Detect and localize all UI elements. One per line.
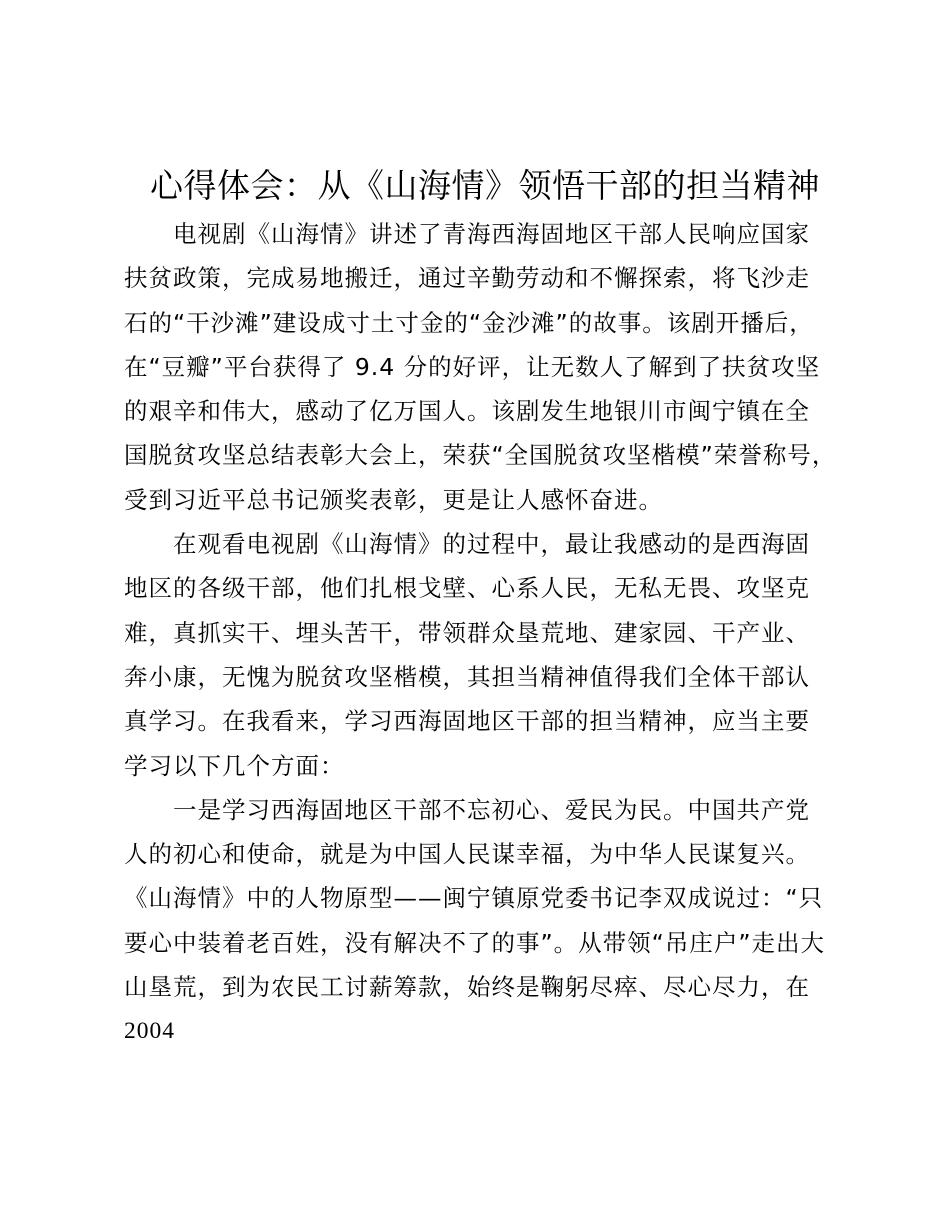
text-line: 在“豆瓣”平台获得了 9.4 分的好评，让无数人了解到了扶贫攻坚	[124, 352, 821, 381]
text-line: 真学习。在我看来，学习西海固地区干部的担当精神，应当主要	[124, 707, 810, 736]
text-line: 人的初心和使命，就是为中国人民谋幸福，为中华人民谋复兴。	[124, 840, 810, 869]
paragraph	[124, 522, 864, 788]
text-line: 扶贫政策，完成易地搬迁，通过辛勤劳动和不懈探索，将飞沙走	[124, 264, 810, 293]
paragraph	[124, 212, 864, 522]
text-line: 在观看电视剧《山海情》的过程中，最让我感动的是西海固	[173, 530, 810, 559]
text-line: 的艰辛和伟大，感动了亿万国人。该剧发生地银川市闽宁镇在全	[124, 397, 810, 426]
document-title: 心得体会：从《山海情》领悟干部的担当精神	[150, 166, 820, 205]
text-line: 一是学习西海固地区干部不忘初心、爱民为民。中国共产党	[173, 795, 810, 824]
text-line: 《山海情》中的人物原型——闽宁镇原党委书记李双成说过：“只	[124, 884, 824, 913]
text-line: 2004	[124, 1018, 175, 1045]
text-line: 受到习近平总书记颁奖表彰，更是让人感怀奋进。	[124, 485, 663, 514]
text-line: 要心中装着老百姓，没有解决不了的事”。从带领“吊庄户”走出大	[124, 928, 826, 957]
text-line: 学习以下几个方面：	[124, 751, 345, 780]
text-line: 国脱贫攻坚总结表彰大会上，荣获“全国脱贫攻坚楷模”荣誉称号，	[124, 441, 837, 470]
text-line: 地区的各级干部，他们扎根戈壁、心系人民，无私无畏、攻坚克	[124, 574, 810, 603]
document-body	[124, 212, 864, 1054]
text-line: 山垦荒，到为农民工讨薪筹款，始终是鞠躬尽瘁、尽心尽力，在	[124, 973, 810, 1002]
text-line: 难，真抓实干、埋头苦干，带领群众垦荒地、建家园、干产业、	[124, 618, 810, 647]
text-line: 电视剧《山海情》讲述了青海西海固地区干部人民响应国家	[173, 220, 810, 248]
text-line: 奔小康，无愧为脱贫攻坚楷模，其担当精神值得我们全体干部认	[124, 662, 810, 691]
text-line: 石的“干沙滩”建设成寸土寸金的“金沙滩”的故事。该剧开播后，	[124, 308, 814, 337]
paragraph	[124, 788, 864, 1054]
